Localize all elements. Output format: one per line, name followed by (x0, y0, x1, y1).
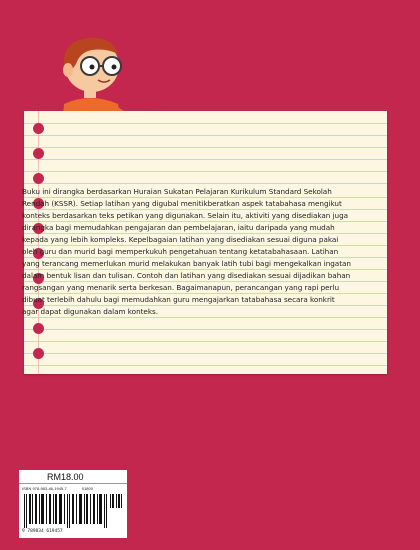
ruled-line (24, 341, 387, 342)
ruled-line (24, 123, 387, 124)
blurb-line: Rendah (KSSR). Setiap latihan yang digubal menitikberatkan aspek tatabahasa mengikut (22, 199, 342, 209)
ruled-line (24, 329, 387, 330)
isbn-text (22, 486, 93, 491)
ruled-line (24, 365, 387, 366)
barcode-label (19, 470, 127, 538)
blurb-line: dibuat terlebih dahulu bagi memudahkan guru mengajarkan tatabahasa secara konkrit (22, 295, 335, 305)
isbn-number: ISBN 978-983-46-1945-7 (22, 486, 67, 491)
blurb-line: yang terancang memerlukan murid melakukan banyak latih tubi bagi mengekalkan ingatan (22, 259, 351, 269)
blurb-line: dirangka bagi memudahkan pengajaran dan pembelajaran, iaitu daripada yang mudah (22, 223, 335, 233)
book-description (22, 186, 382, 319)
ruled-line (24, 183, 387, 184)
ruled-line (24, 353, 387, 354)
price-divider (19, 483, 127, 484)
binder-hole (33, 148, 44, 159)
barcode-icon (22, 494, 124, 528)
isbn-digits: 9 789834 619457 (22, 529, 63, 534)
ruled-line (24, 135, 387, 136)
blurb-line: dalam bentuk lisan dan tulisan. Contoh dan latihan yang disediakan sesuai dijadikan bahan (22, 271, 351, 281)
price-code: 01800 (81, 486, 93, 491)
ruled-line (24, 159, 387, 160)
binder-hole (33, 323, 44, 334)
price-label: RM18.00 (47, 472, 84, 482)
blurb-line: Buku ini dirangka berdasarkan Huraian Sukatan Pelajaran Kurikulum Standard Sekolah (22, 187, 332, 196)
binder-hole (33, 123, 44, 134)
ruled-line (24, 171, 387, 172)
blurb-line: oleh guru dan murid bagi memperkukuh pengetahuan tentang ketatabahasaan. Latihan (22, 247, 339, 257)
blurb-line: konteks berdasarkan teks petikan yang digunakan. Selain itu, aktiviti yang disediakan juga (22, 211, 349, 221)
ruled-line (24, 147, 387, 148)
binder-hole (33, 348, 44, 359)
binder-hole (33, 173, 44, 184)
blurb-line: agar dapat digunakan dalam konteks. (22, 307, 158, 317)
blurb-line: kepada yang lebih kompleks. Kepelbagaian latihan yang disediakan sesuai diguna pakai (22, 235, 339, 245)
blurb-line: rangsangan yang menarik serta berkesan. Bagaimanapun, perancangan yang rapi perlu (22, 283, 340, 293)
